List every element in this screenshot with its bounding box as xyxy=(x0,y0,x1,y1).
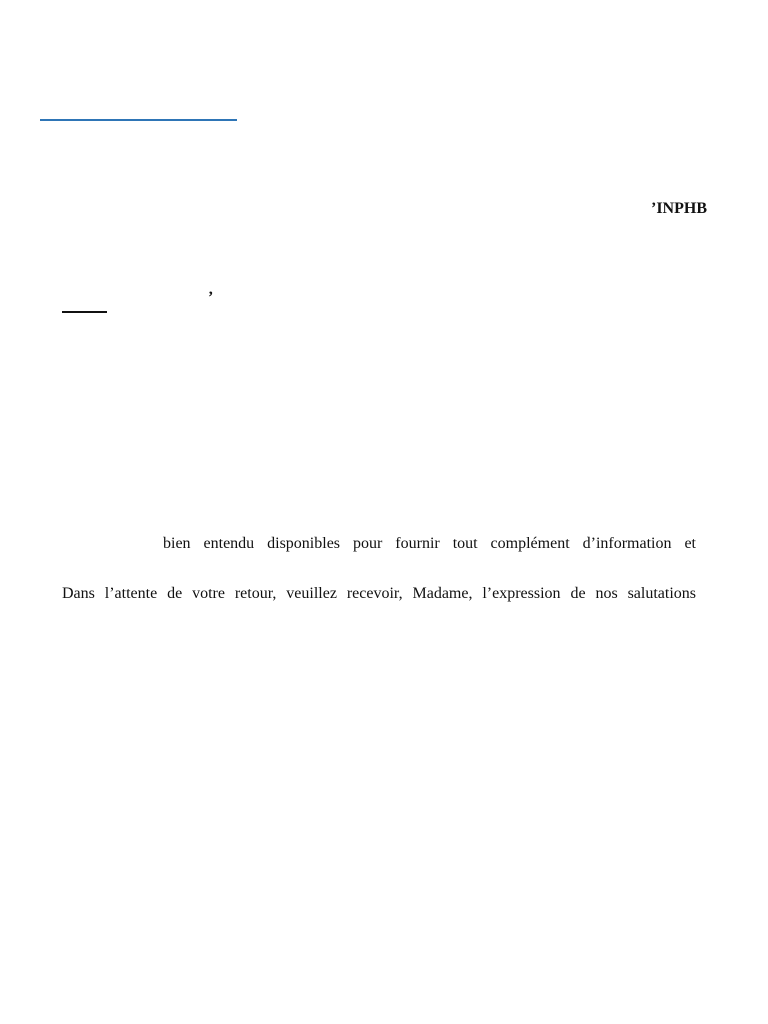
body-line-availability: bien entendu disponibles pour fournir tout complément d’information et xyxy=(163,535,696,552)
salutation-underline xyxy=(62,311,107,313)
header-accent-line xyxy=(40,119,237,121)
salutation-comma: ’ xyxy=(208,289,214,306)
recipient-fragment: ’INPHB xyxy=(651,200,707,217)
body-line-closing: Dans l’attente de votre retour, veuillez recevoir, Madame, l’expression de nos salutations xyxy=(62,585,696,602)
